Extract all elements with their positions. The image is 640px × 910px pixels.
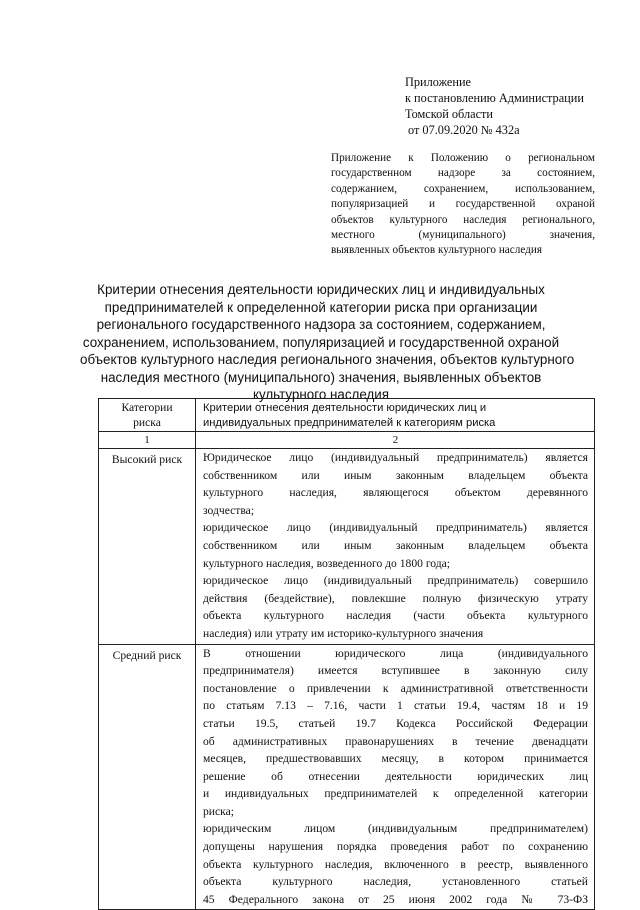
annex-line-4: от 07.09.2020 № 432а (408, 123, 520, 137)
criteria-line: и индивидуальных предпринимателей к определенной категории (203, 787, 588, 801)
criteria-line: предпринимателя) имеется вступившее в законную силу (203, 664, 588, 678)
criteria-line: по статьям 7.13 – 7.16, части 1 статьи 19.4, частям 18 и 19 (203, 699, 588, 713)
header-category-line-2: риска (133, 415, 161, 429)
annex-header (405, 74, 584, 138)
header-criteria-cell (196, 399, 595, 432)
regulation-line: выявленных объектов культурного наследия (331, 244, 542, 257)
category-high-risk: Высокий риск (99, 449, 196, 645)
criteria-line: юридическое лицо (индивидуальный предприниматель) является (203, 521, 588, 535)
title-line: сохранением, использованием, популяризацией и государственной охраной (82, 334, 560, 350)
regulation-line: содержанием, сохранением, использованием, (331, 182, 595, 195)
criteria-high-risk (196, 449, 595, 645)
criteria-line: зодчества; (203, 503, 255, 517)
header-category-cell (99, 399, 196, 432)
criteria-line: об административных правонарушениях в течение двенадцати (203, 734, 588, 748)
title-line: предпринимателей к определенной категории риска при организации (104, 299, 538, 315)
criteria-line: собственником или иным законным владельцем объекта (203, 538, 588, 552)
title-line: объектов культурного наследия регионального значения, объектов культурного (80, 352, 575, 367)
risk-criteria-table (98, 398, 595, 910)
criteria-line: риска; (203, 804, 234, 818)
table-row-high-risk (99, 449, 595, 645)
document-title (80, 281, 575, 404)
column-number-1: 1 (99, 432, 196, 449)
table-header-row (99, 399, 595, 432)
regulation-line: местного (муниципального) значения, (331, 229, 595, 242)
regulation-line: Приложение к Положению о региональном (331, 152, 595, 164)
criteria-line: объекта культурного наследия (части объекта культурного (203, 609, 588, 623)
regulation-line: государственном надзоре за состоянием, (331, 167, 595, 180)
column-number-2: 2 (196, 432, 595, 449)
annex-line-3: Томской области (405, 107, 493, 121)
criteria-line: статьи 19.5, статьей 19.7 Кодекса Российской Федерации (203, 716, 588, 730)
title-line: Критерии отнесения деятельности юридических лиц и индивидуальных (97, 282, 545, 297)
table-row-medium-risk (99, 644, 595, 910)
table-numbering-row (99, 432, 595, 449)
category-medium-risk: Средний риск (99, 644, 196, 910)
criteria-line: юридическое лицо (индивидуальный предприниматель) совершило (203, 574, 588, 588)
criteria-line: культурного наследия, являющегося объектом деревянного (203, 486, 588, 500)
criteria-medium-risk (196, 644, 595, 910)
criteria-line: Юридическое лицо (индивидуальный предприниматель) является (203, 451, 588, 464)
header-category-line-1: Категории (121, 401, 173, 414)
title-line: наследия местного (муниципального) значения, выявленных объектов (100, 369, 542, 385)
criteria-line: юридическим лицом (индивидуальным предпринимателем) (203, 822, 588, 836)
criteria-line: 45 Федерального закона от 25 июня 2002 года № 73-ФЗ (203, 892, 588, 906)
regulation-line: популяризацией и государственной охраной (331, 198, 595, 211)
title-line: культурного наследия (252, 387, 390, 402)
criteria-line: допущены нарушения порядка проведения работ по сохранению (203, 840, 588, 854)
criteria-line: культурного наследия, возведенного до 1800 года; (203, 556, 451, 570)
criteria-line: В отношении юридического лица (индивидуального (203, 646, 588, 660)
criteria-line: месяцев, предшествовавших месяцу, в котором принимается (203, 752, 588, 766)
annex-line-2: к постановлению Администрации (405, 91, 584, 105)
header-criteria-line-2: индивидуальных предпринимателей к категориям риска (203, 416, 496, 429)
criteria-line: объекта культурного наследия, включенного в реестр, выявленного (203, 857, 588, 871)
criteria-line: решение об отнесении деятельности юридических лиц (203, 769, 588, 783)
criteria-line: постановление о привлечении к административной ответственности (203, 681, 588, 695)
criteria-line: объекта культурного наследия, установленного статьей (203, 875, 588, 889)
header-criteria-line-1: Критерии отнесения деятельности юридических лиц и (203, 402, 487, 414)
criteria-line: действия (бездействие), повлекшие полную физическую утрату (203, 591, 588, 605)
annex-line-1: Приложение (405, 75, 471, 89)
criteria-line: наследия) или утрату им историко-культурного значения (203, 626, 484, 640)
regulation-line: объектов культурного наследия регионального, (331, 213, 595, 226)
title-line: регионального государственного надзора за состоянием, содержанием, (96, 317, 546, 332)
regulation-reference (331, 151, 595, 259)
criteria-line: собственником или иным законным владельцем объекта (203, 468, 588, 482)
